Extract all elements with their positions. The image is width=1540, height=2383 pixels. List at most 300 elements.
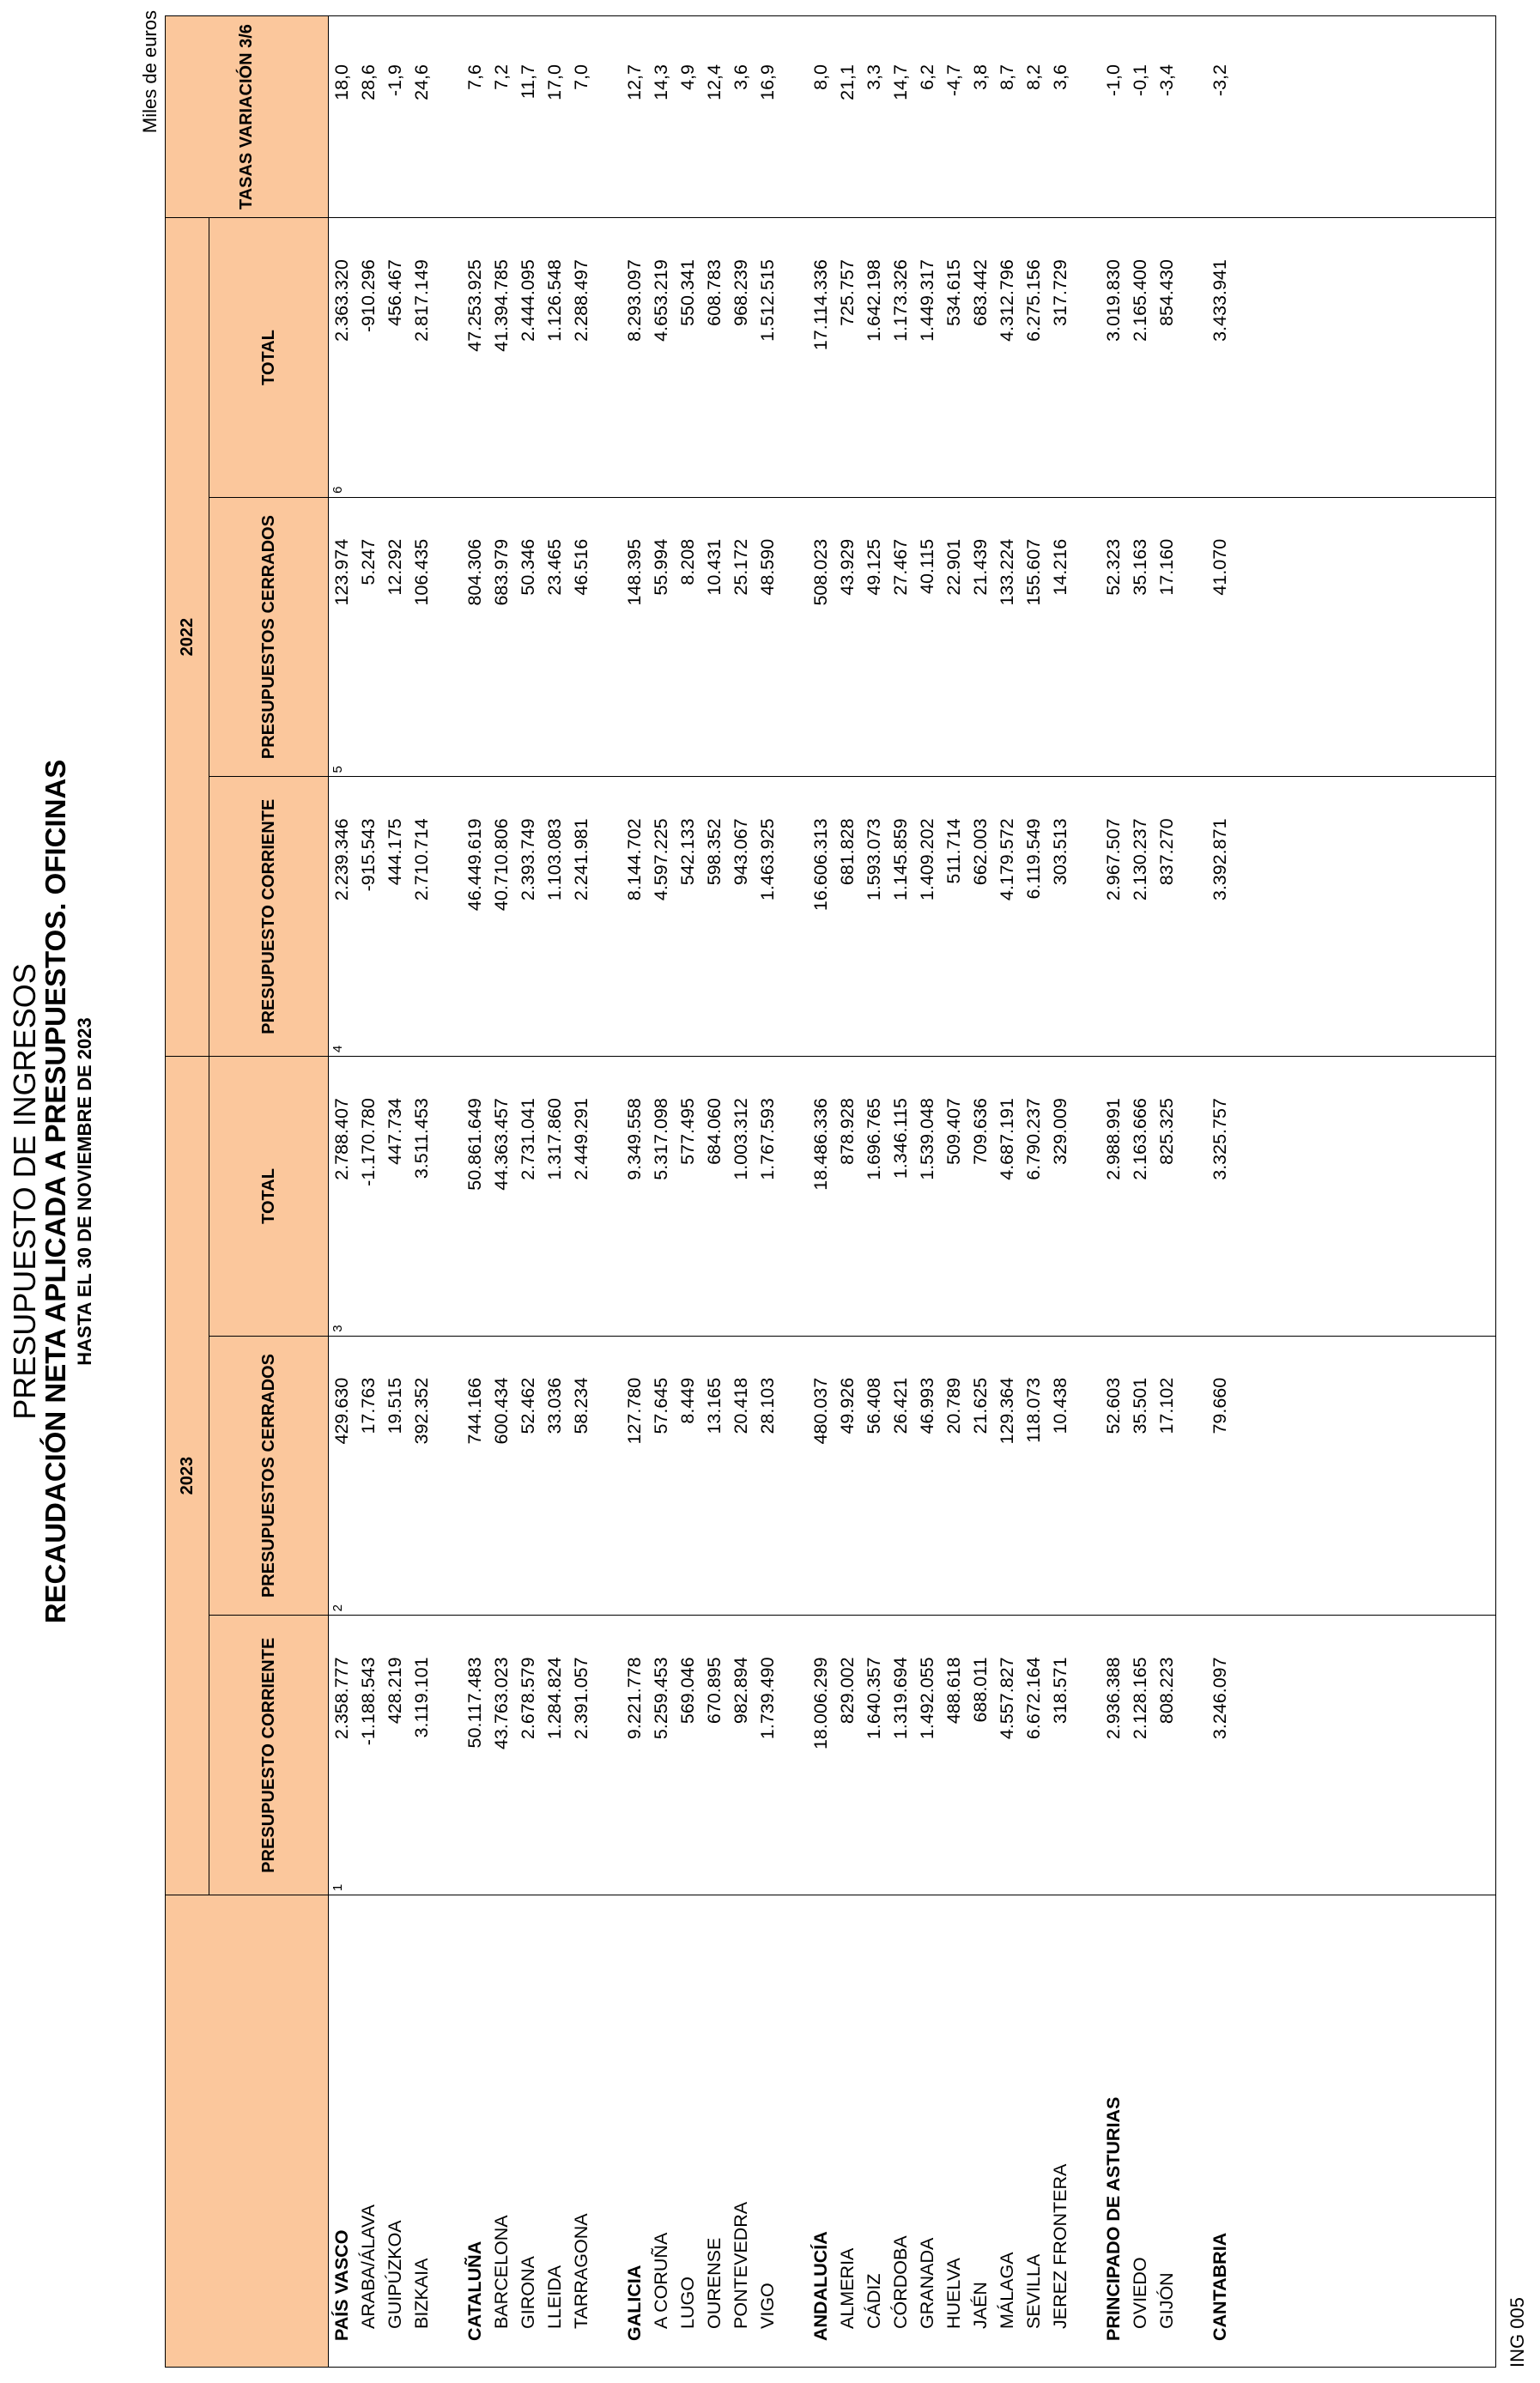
value-cell: 44.363.457 [491,1098,512,1191]
value-cell: 20.789 [943,1377,964,1434]
group-spacer [781,1337,808,1616]
value-cell: 79.660 [1210,1377,1230,1434]
rate-cell: -4,7 [943,64,964,97]
value-cell: 488.618 [943,1657,964,1725]
value-cell: 9.349.558 [624,1098,645,1180]
office-name: CÁDIZ [864,2273,884,2329]
value-cell: 10.431 [704,538,725,596]
value-cell: 20.418 [731,1377,751,1434]
value-cell: 511.714 [943,818,964,884]
value-cell: 106.435 [411,538,432,606]
value-cell: 1.173.326 [890,259,911,342]
value-cell: 33.036 [544,1377,565,1434]
value-cell: 598.352 [704,818,725,886]
value-cell: 8.293.097 [624,259,645,342]
value-cell: 1.463.925 [757,818,778,901]
value-cell: 2.710.714 [411,818,432,901]
value-cell: 40.115 [917,538,937,594]
office-name: PONTEVEDRA [731,2201,751,2329]
value-cell: 41.070 [1210,538,1230,596]
value-cell: 744.166 [464,1377,485,1445]
column-number: 1 [330,1883,345,1892]
value-cell: 1.409.202 [917,818,937,901]
group-spacer [1074,498,1100,777]
rate-cell: 8,0 [810,64,831,90]
rate-cell: 8,7 [997,64,1017,90]
rate-cell: 6,2 [917,64,937,90]
value-cell: 25.172 [731,538,751,596]
value-cell: 6.790.237 [1023,1098,1044,1180]
rate-cell: 16,9 [757,64,778,100]
value-cell: 10.438 [1050,1377,1070,1434]
office-name: ARABA/ÁLAVA [358,2204,379,2329]
value-cell: 2.788.407 [331,1098,352,1180]
value-cell: 428.219 [385,1657,405,1725]
value-cell: 2.128.165 [1130,1657,1150,1740]
office-name: CÓRDOBA [890,2235,911,2329]
data-column-pcer-2022 [329,497,1496,777]
value-cell: 4.653.219 [651,259,671,342]
value-cell: 2.130.237 [1130,818,1150,901]
value-cell: 534.615 [943,259,964,326]
value-cell: -910.296 [358,259,379,333]
group-spacer [1074,16,1100,217]
group-spacer [435,16,462,217]
group-spacer [781,777,808,1056]
value-cell: 1.317.860 [544,1098,565,1180]
value-cell: 3.511.453 [411,1098,432,1179]
value-cell: 8.449 [677,1377,698,1424]
value-cell: 2.165.400 [1130,259,1150,342]
rate-cell: 3,3 [864,64,884,90]
value-cell: 670.895 [704,1657,725,1725]
region-name: PAÍS VASCO [331,2229,352,2341]
col-header-pcer-2022: PRESUPUESTOS CERRADOS [209,497,329,777]
value-cell: 1.512.515 [757,259,778,342]
value-cell: 577.495 [677,1098,698,1165]
data-column-total-2023 [329,1057,1496,1337]
value-cell: 118.073 [1023,1377,1044,1443]
value-cell: 1.739.490 [757,1657,778,1740]
rate-cell: 3,6 [731,64,751,90]
group-spacer [595,16,621,217]
value-cell: 52.462 [518,1377,538,1434]
value-cell: 303.513 [1050,818,1070,886]
group-spacer [781,218,808,497]
value-cell: 17.114.336 [810,259,831,351]
value-cell: 2.358.777 [331,1657,352,1740]
data-column-pc-2023 [329,1616,1496,1895]
rate-cell: 17,0 [544,64,565,100]
value-cell: 1.126.548 [544,259,565,342]
value-cell: 318.571 [1050,1657,1070,1725]
office-name: JEREZ FRONTERA [1050,2163,1070,2329]
group-spacer [1180,1057,1207,1336]
group-spacer [781,1616,808,1895]
value-cell: 5.259.453 [651,1657,671,1740]
value-cell: 123.974 [331,538,352,606]
value-cell: 2.391.057 [571,1657,591,1740]
value-cell: 40.710.806 [491,818,512,912]
rate-cell: -1,0 [1103,64,1124,97]
col-header-pc-2023: PRESUPUESTO CORRIENTE [209,1616,329,1895]
group-spacer [595,498,621,777]
value-cell: 804.306 [464,538,485,606]
office-name: BIZKAIA [411,2258,432,2329]
value-cell: 23.465 [544,538,565,596]
column-number: 5 [330,766,345,773]
value-cell: 21.439 [970,538,991,596]
value-cell: 2.967.507 [1103,818,1124,901]
group-spacer [435,1895,462,2367]
value-cell: 1.696.765 [864,1098,884,1180]
rate-cell: 28,6 [358,64,379,100]
office-name: ALMERIA [837,2247,858,2329]
value-cell: 18.006.299 [810,1657,831,1750]
office-name: GRANADA [917,2237,937,2329]
group-spacer [1180,1895,1207,2367]
value-cell: 1.640.357 [864,1657,884,1740]
value-cell: 4.312.796 [997,259,1017,342]
rate-cell: 14,7 [890,64,911,100]
value-cell: 1.449.317 [917,259,937,342]
col-header-pc-2022: PRESUPUESTO CORRIENTE [209,777,329,1057]
value-cell: 46.516 [571,538,591,596]
revenue-table [165,15,1496,2368]
document-code: ING 005 [1507,2297,1528,2368]
value-cell: 5.247 [358,538,379,585]
value-cell: 17.160 [1156,538,1177,596]
col-header-pcer-2023: PRESUPUESTOS CERRADOS [209,1336,329,1616]
value-cell: 684.060 [704,1098,725,1165]
value-cell: 683.979 [491,538,512,606]
region-name: CATALUÑA [464,2241,485,2341]
office-name: BARCELONA [491,2215,512,2329]
office-name: JAÉN [970,2282,991,2329]
rate-column-header: TASAS VARIACIÓN 3/6 [166,16,329,218]
group-spacer [1180,1337,1207,1616]
column-number: 4 [330,1045,345,1053]
office-name: GUIPÚZKOA [385,2220,405,2329]
value-cell: 3.433.941 [1210,259,1230,342]
rate-cell: 21,1 [837,64,858,100]
value-cell: 56.408 [864,1377,884,1434]
value-cell: 35.501 [1130,1377,1150,1434]
col-header-total-2022: TOTAL [209,218,329,498]
group-spacer [1074,1337,1100,1616]
value-cell: 2.678.579 [518,1657,538,1740]
value-cell: -1.170.780 [358,1098,379,1186]
office-name: GIJÓN [1156,2272,1177,2329]
value-cell: 429.630 [331,1377,352,1445]
date-line: HASTA EL 30 DE NOVIEMBRE DE 2023 [74,1017,95,1366]
value-cell: 854.430 [1156,259,1177,326]
value-cell: 26.421 [890,1377,911,1434]
value-cell: 317.729 [1050,259,1070,326]
office-names-column [329,1895,1496,2368]
value-cell: 1.319.694 [890,1657,911,1740]
rate-cell: 11,7 [518,64,538,100]
office-name: OVIEDO [1130,2257,1150,2329]
value-cell: 1.103.083 [544,818,565,901]
value-cell: 14.216 [1050,538,1070,596]
value-cell: 2.936.388 [1103,1657,1124,1740]
group-spacer [1074,1057,1100,1336]
value-cell: 681.828 [837,818,858,886]
value-cell: 8.144.702 [624,818,645,901]
group-spacer [781,1057,808,1336]
office-name: MÁLAGA [997,2252,1017,2329]
group-spacer [1180,498,1207,777]
group-spacer [595,1895,621,2367]
value-cell: 508.023 [810,538,831,606]
group-spacer [435,777,462,1056]
value-cell: 55.994 [651,538,671,596]
value-cell: 829.002 [837,1657,858,1725]
value-cell: 50.346 [518,538,538,596]
value-cell: 50.117.483 [464,1657,485,1749]
col-header-total-2023: TOTAL [209,1057,329,1337]
value-cell: 4.687.191 [997,1098,1017,1180]
group-spacer [1074,218,1100,497]
rate-cell: 3,8 [970,64,991,90]
value-cell: 392.352 [411,1377,432,1445]
value-cell: 878.928 [837,1098,858,1165]
group-spacer [1180,218,1207,497]
value-cell: 709.636 [970,1098,991,1165]
group-spacer [435,1616,462,1895]
group-spacer [435,218,462,497]
value-cell: 21.625 [970,1377,991,1434]
office-name: VIGO [757,2283,778,2329]
value-cell: 968.239 [731,259,751,326]
value-cell: 2.449.291 [571,1098,591,1180]
group-spacer [435,498,462,777]
office-name: TARRAGONA [571,2213,591,2329]
value-cell: 982.894 [731,1657,751,1725]
page-subtitle: RECAUDACIÓN NETA APLICADA A PRESUPUESTOS. OFICINAS [39,759,71,1624]
rate-cell: 12,4 [704,64,725,100]
group-spacer [1180,777,1207,1056]
name-column-header [166,1895,329,2368]
column-number: 3 [330,1325,345,1332]
value-cell: 129.364 [997,1377,1017,1445]
value-cell: 9.221.778 [624,1657,645,1740]
value-cell: 49.926 [837,1377,858,1434]
value-cell: 725.757 [837,259,858,326]
value-cell: 50.861.649 [464,1098,485,1191]
value-cell: 3.246.097 [1210,1657,1230,1740]
year-header-2022: 2022 [166,218,209,1057]
value-cell: 3.325.757 [1210,1098,1230,1180]
value-cell: 6.672.164 [1023,1657,1044,1740]
rate-cell: 24,6 [411,64,432,100]
rate-cell: -0,1 [1130,64,1150,97]
value-cell: 2.288.497 [571,259,591,342]
office-name: LLEIDA [544,2265,565,2329]
value-cell: 808.223 [1156,1657,1177,1725]
value-cell: 569.046 [677,1657,698,1725]
rate-cell: -1,9 [385,64,405,97]
column-number: 2 [330,1604,345,1612]
value-cell: 1.346.115 [890,1098,911,1179]
group-spacer [595,777,621,1056]
value-cell: 27.467 [890,538,911,596]
value-cell: 837.270 [1156,818,1177,886]
value-cell: 46.449.619 [464,818,485,912]
value-cell: 550.341 [677,259,698,326]
value-cell: 35.163 [1130,538,1150,596]
value-cell: 1.767.593 [757,1098,778,1180]
group-spacer [1074,1895,1100,2367]
value-cell: 1.003.312 [731,1098,751,1180]
office-name: OURENSE [704,2237,725,2329]
rate-cell: 4,9 [677,64,698,90]
value-cell: 17.102 [1156,1377,1177,1434]
group-spacer [1074,1616,1100,1895]
rate-cell: 18,0 [331,64,352,100]
office-name: A CORUÑA [651,2232,671,2329]
value-cell: 47.253.925 [464,259,485,352]
value-cell: 688.011 [970,1657,991,1723]
value-cell: 49.125 [864,538,884,596]
data-column-rate [329,16,1496,218]
value-cell: 22.901 [943,538,964,596]
value-cell: 4.179.572 [997,818,1017,901]
value-cell: 3.392.871 [1210,818,1230,901]
value-cell: 1.539.048 [917,1098,937,1180]
unit-note: Miles de euros [139,10,161,134]
value-cell: 41.394.785 [491,259,512,352]
value-cell: 127.780 [624,1377,645,1445]
group-spacer [435,1337,462,1616]
value-cell: 16.606.313 [810,818,831,912]
value-cell: 825.325 [1156,1098,1177,1165]
value-cell: 4.557.827 [997,1657,1017,1740]
value-cell: 1.642.198 [864,259,884,342]
office-name: SEVILLA [1023,2253,1044,2329]
value-cell: 19.515 [385,1377,405,1434]
value-cell: 57.645 [651,1377,671,1434]
group-spacer [781,1895,808,2367]
value-cell: 943.067 [731,818,751,886]
value-cell: 1.593.073 [864,818,884,901]
value-cell: 43.929 [837,538,858,596]
value-cell: 480.037 [810,1377,831,1445]
value-cell: 52.323 [1103,538,1124,596]
group-spacer [1074,777,1100,1056]
value-cell: 509.407 [943,1098,964,1165]
value-cell: 608.783 [704,259,725,326]
value-cell: 2.393.749 [518,818,538,901]
value-cell: 58.234 [571,1377,591,1434]
value-cell: 2.817.149 [411,259,432,342]
value-cell: 2.239.346 [331,818,352,901]
rate-cell: 12,7 [624,64,645,100]
group-spacer [595,218,621,497]
value-cell: 5.317.098 [651,1098,671,1180]
group-spacer [435,1057,462,1336]
rate-cell: 7,0 [571,64,591,90]
value-cell: 12.292 [385,538,405,596]
group-spacer [595,1337,621,1616]
rate-cell: 7,2 [491,64,512,90]
value-cell: 3.019.830 [1103,259,1124,342]
year-header-2023: 2023 [166,1057,209,1895]
office-name: HUELVA [943,2258,964,2329]
value-cell: 2.988.991 [1103,1098,1124,1180]
data-column-pcer-2023 [329,1336,1496,1616]
value-cell: 662.003 [970,818,991,886]
group-spacer [1180,1616,1207,1895]
value-cell: 3.119.101 [411,1657,432,1738]
value-cell: 13.165 [704,1377,725,1434]
value-cell: 6.119.549 [1023,818,1044,900]
value-cell: 2.241.981 [571,818,591,901]
value-cell: 329.009 [1050,1098,1070,1165]
value-cell: 8.208 [677,538,698,585]
value-cell: 456.467 [385,259,405,326]
value-cell: 1.145.859 [890,818,911,901]
group-spacer [595,1057,621,1336]
value-cell: 600.434 [491,1377,512,1445]
region-name: ANDALUCÍA [810,2231,831,2341]
value-cell: -1.188.543 [358,1657,379,1746]
rate-cell: 7,6 [464,64,485,90]
value-cell: 2.163.666 [1130,1098,1150,1180]
group-spacer [781,16,808,217]
region-name: PRINCIPADO DE ASTURIAS [1103,2096,1124,2341]
value-cell: 148.395 [624,538,645,606]
value-cell: -915.543 [358,818,379,892]
value-cell: 48.590 [757,538,778,596]
value-cell: 4.597.225 [651,818,671,901]
value-cell: 43.763.023 [491,1657,512,1750]
value-cell: 28.103 [757,1377,778,1434]
value-cell: 1.284.824 [544,1657,565,1740]
value-cell: 444.175 [385,818,405,886]
table-body-row [329,16,1496,2368]
value-cell: 17.763 [358,1377,379,1434]
value-cell: 1.492.055 [917,1657,937,1740]
value-cell: 683.442 [970,259,991,326]
value-cell: 155.607 [1023,538,1044,606]
rate-cell: -3,2 [1210,64,1230,97]
value-cell: 447.734 [385,1098,405,1165]
office-name: GIRONA [518,2256,538,2329]
rate-cell: 8,2 [1023,64,1044,90]
rate-cell: 14,3 [651,64,671,100]
value-cell: 52.603 [1103,1377,1124,1434]
value-cell: 542.133 [677,818,698,886]
value-cell: 18.486.336 [810,1098,831,1191]
region-name: CANTABRIA [1210,2232,1230,2341]
value-cell: 133.224 [997,538,1017,606]
rate-cell: 3,6 [1050,64,1070,90]
rate-cell: -3,4 [1156,64,1177,97]
data-column-pc-2022 [329,777,1496,1057]
value-cell: 2.731.041 [518,1098,538,1180]
region-name: GALICIA [624,2265,645,2341]
value-cell: 46.993 [917,1377,937,1434]
group-spacer [781,498,808,777]
value-cell: 2.444.095 [518,259,538,342]
value-cell: 6.275.156 [1023,259,1044,342]
office-name: LUGO [677,2277,698,2329]
value-cell: 2.363.320 [331,259,352,342]
data-column-total-2022 [329,218,1496,498]
group-spacer [595,1616,621,1895]
